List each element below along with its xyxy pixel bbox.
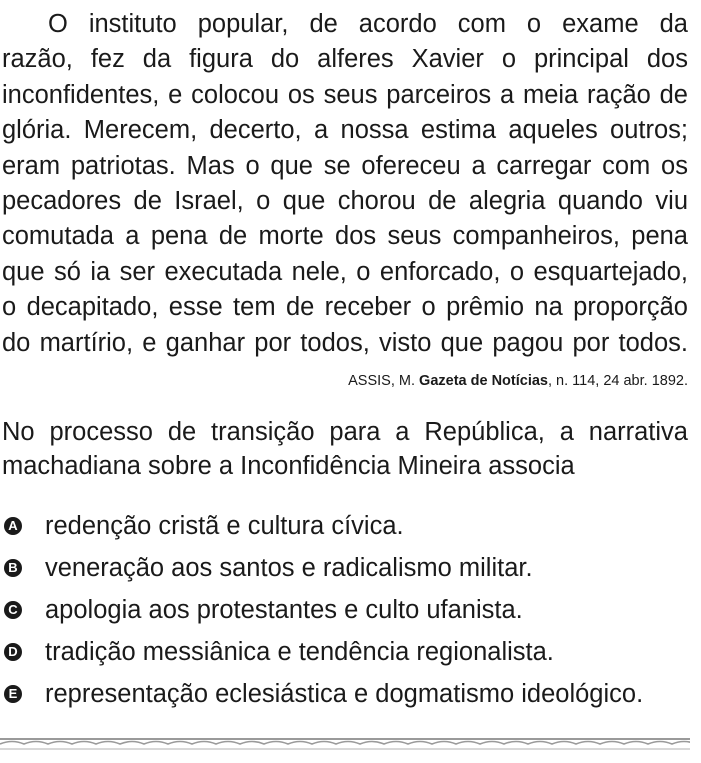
passage-line: O instituto popular, de acordo com o exame da bbox=[48, 10, 688, 38]
passage-line: inconfidentes, e colocou os seus parceiros a meia ração de bbox=[2, 80, 688, 109]
option-letter-badge: B bbox=[4, 559, 22, 577]
wavy-divider bbox=[0, 737, 690, 751]
passage-line: o decapitado, esse tem de receber o prêmio na proporção bbox=[2, 293, 688, 322]
option-e[interactable] bbox=[4, 673, 694, 715]
passage-line: eram patriotas. Mas o que se ofereceu a carregar com os bbox=[2, 151, 688, 180]
passage-text bbox=[2, 7, 688, 361]
passage-line: do martírio, e ganhar por todos, visto que pagou por todos. bbox=[2, 328, 688, 357]
answer-options bbox=[4, 505, 694, 715]
option-text: apologia aos protestantes e culto ufanista. bbox=[45, 596, 523, 624]
question-stem bbox=[2, 415, 688, 483]
option-text: redenção cristã e cultura cívica. bbox=[45, 512, 404, 540]
citation-details: , n. 114, 24 abr. 1892. bbox=[547, 373, 688, 389]
option-text: tradição messiânica e tendência regionalista. bbox=[45, 638, 554, 666]
citation-author: ASSIS, M. bbox=[348, 373, 420, 389]
option-letter-badge: D bbox=[4, 643, 22, 661]
passage-line: glória. Merecem, decerto, a nossa estima aqueles outros; bbox=[2, 116, 688, 145]
option-text: veneração aos santos e radicalismo militar. bbox=[45, 554, 533, 582]
option-a[interactable] bbox=[4, 505, 694, 547]
divider-wave-line bbox=[0, 742, 690, 745]
option-b[interactable] bbox=[4, 547, 694, 589]
option-c[interactable] bbox=[4, 589, 694, 631]
option-text: representação eclesiástica e dogmatismo ideológico. bbox=[45, 680, 644, 708]
question-line: No processo de transição para a República, a narrativa bbox=[2, 418, 688, 446]
passage-line: pecadores de Israel, o que chorou de alegria quando viu bbox=[2, 187, 688, 216]
passage-line: comutada a pena de morte dos seus companheiros, pena bbox=[2, 222, 688, 251]
source-citation bbox=[348, 372, 688, 390]
question-line: machadiana sobre a Inconfidência Mineira associa bbox=[2, 452, 575, 480]
option-d[interactable] bbox=[4, 631, 694, 673]
passage-line: que só ia ser executada nele, o enforcado, o esquartejado, bbox=[2, 257, 688, 286]
option-letter-badge: C bbox=[4, 601, 22, 619]
citation-title: Gazeta de Notícias bbox=[419, 373, 548, 389]
passage-line: razão, fez da figura do alferes Xavier o principal dos bbox=[2, 45, 688, 74]
option-letter-badge: E bbox=[4, 685, 22, 703]
option-letter-badge: A bbox=[4, 517, 22, 535]
